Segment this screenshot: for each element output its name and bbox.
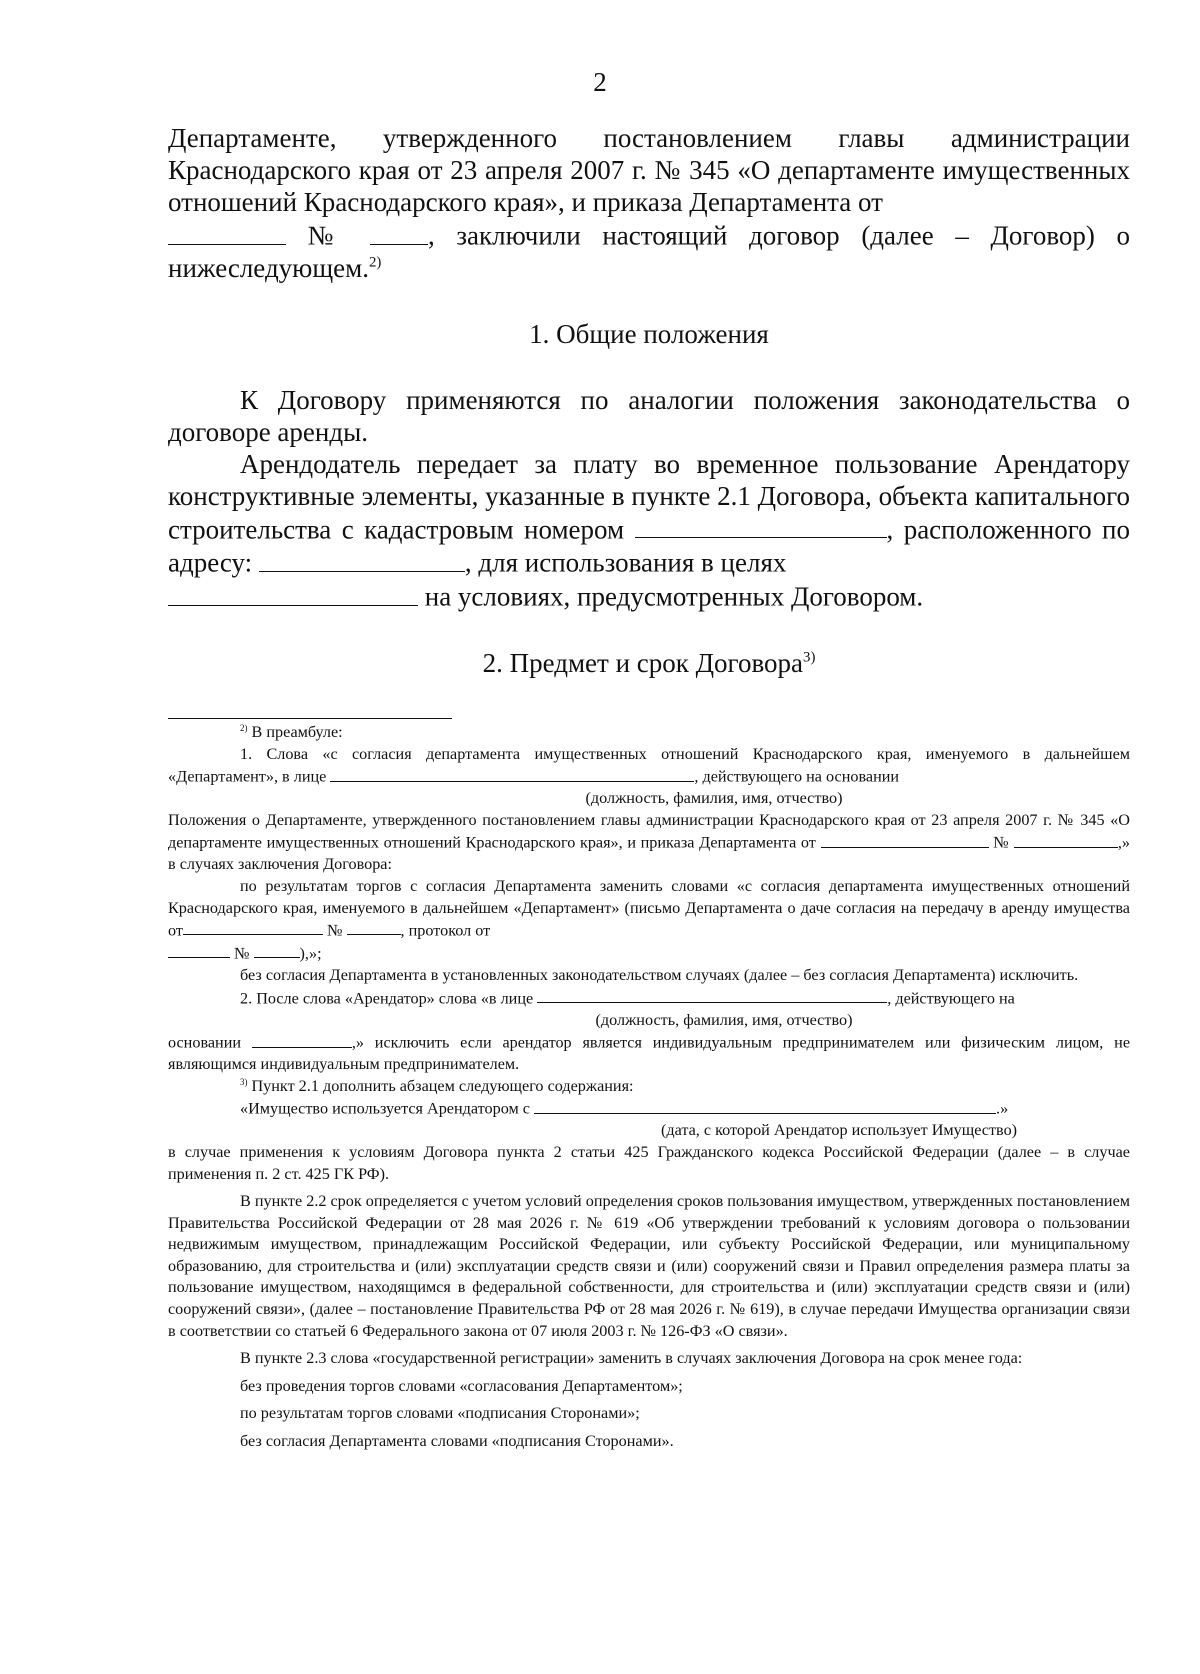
intro-text-2: , заключили настоящий договор (далее – Договор) о нижеследующем. [168, 220, 1131, 283]
blank-tenant-basis [252, 1031, 352, 1047]
blank-letter-number [347, 919, 401, 935]
main-text [168, 122, 1130, 679]
blank-address [259, 545, 465, 572]
section-1-paragraph-1: К Договору применяются по аналогии положения законодательства о договоре аренды. [168, 384, 1130, 447]
blank-representative [330, 765, 694, 781]
auction-text-2: , протокол от [400, 921, 491, 940]
auction-text: по результатам торгов с согласия Департамента заменить словами «с согласия департамента имущественных отношений Краснодарского края, именуемого в дальнейшем «Департамент» (письмо Департамента о даче согласия на передачу в аренду имущества от [168, 876, 1130, 940]
auction-text-3: ),»; [299, 944, 322, 963]
footnote-clause-2-3-option-2: по результатам торгов словами «подписания Сторонами»; [240, 1404, 640, 1423]
footnote-no-consent: без согласия Департамента в установленных законодательством случаях (далее – без согласия Департамента) исключить. [240, 966, 1079, 985]
footnote-2-mark: 2) [240, 722, 248, 733]
page-number: 2 [593, 67, 607, 97]
footnote-item-2 [168, 987, 1130, 1010]
item-1-text-4: ,» в случаях заключения Договора: [168, 833, 1131, 874]
footnote-usage-continued: в случае применения к условиям Договора пункта 2 статьи 425 Гражданского кодекса Российской Федерации (далее – в случае применения п. 2 ст. 425 ГК РФ). [168, 1142, 1130, 1183]
blank-cadastral-number [635, 512, 887, 539]
section-2-title [168, 647, 1130, 679]
blank-purpose [168, 579, 418, 606]
footnote-3-title [168, 1076, 1130, 1098]
number-sign-letter: № [327, 921, 343, 940]
blank-order-number [370, 218, 428, 245]
footnote-auction [168, 876, 1130, 965]
footnotes [168, 722, 1130, 1453]
lease-text-1: Арендодатель передает за плату во временное пользование Арендатору конструктивные элементы, указанные в пункте 2.1 Договора, объекта капитального строительства с кадастровым номером [168, 448, 1130, 545]
footnote-3-mark: 3) [240, 1076, 248, 1087]
item-2-text-3: основании [168, 1033, 242, 1052]
blank-order-date [168, 218, 286, 245]
footnote-item-2-continued [168, 1031, 1130, 1076]
footnote-item-1 [168, 744, 1130, 789]
lease-text-4: на условиях, предусмотренных Договором. [424, 581, 924, 612]
footnote-2-title-text: В преамбуле: [251, 723, 343, 741]
footnote-usage [168, 1097, 1130, 1120]
blank-tenant-representative [537, 987, 887, 1003]
item-2-text-4: ,» исключить если арендатор является индивидуальным предпринимателем или физическим лицом, не являющимся индивидуальным предпринимателем. [168, 1033, 1130, 1074]
footnote-mark-3: 3) [803, 649, 816, 666]
blank-usage-date [534, 1097, 996, 1113]
footnote-3-text: Пункт 2.1 дополнить абзацем следующего содержания: [251, 1076, 634, 1095]
lease-text-2: , расположенного по адресу: [168, 514, 1131, 578]
footnote-clause-2-3: В пункте 2.3 слова «государственной регистрации» заменить в случаях заключения Договора на срок менее года: [240, 1349, 1023, 1368]
number-sign-protocol: № [234, 944, 250, 963]
blank-letter-date [183, 919, 323, 935]
item-2-text-2: , действующего на [887, 989, 1015, 1007]
blank-protocol-date [168, 942, 230, 958]
section-1-title: 1. Общие положения [529, 318, 769, 349]
footnote-clause-2-3-option-1: без проведения торгов словами «согласования Департаментом»; [240, 1376, 683, 1395]
lease-text-3: , для использования в целях [464, 547, 787, 578]
footnote-clause-2-3-option-3: без согласия Департамента словами «подписания Сторонами». [240, 1432, 674, 1451]
caption-date: (дата, с которой Арендатор использует Имущество) [660, 1121, 1018, 1140]
usage-text: «Имущество используется Арендатором с [240, 1099, 530, 1118]
caption-person-2: (должность, фамилия, имя, отчество) [595, 1010, 853, 1029]
section-1-paragraph-2 [168, 448, 1130, 613]
item-1-text-2: , действующего на основании [694, 767, 900, 786]
blank-protocol-number [254, 942, 300, 958]
section-2-title-text: 2. Предмет и срок Договора [482, 647, 804, 678]
footnote-2-title [168, 722, 1130, 744]
number-sign: № [307, 220, 349, 251]
item-1-text: 1. Слова «с согласия департамента имущественных отношений Краснодарского края, именуемого в дальнейшем «Департамент», в лице [168, 744, 1130, 786]
item-1-text-3: Положения о Департаменте, утвержденного постановлением главы администрации Краснодарского края от 23 апреля 2007 г. № 345 «О департаменте имущественных отношений Краснодарского края», и приказа Департамента от [168, 810, 1130, 852]
number-sign-fn: № [993, 833, 1010, 852]
blank-order-number-fn [1014, 831, 1118, 847]
intro-paragraph [168, 122, 1130, 284]
footnote-mark-2: 2) [368, 254, 382, 271]
footnote-item-1-continued [168, 810, 1130, 876]
footnote-separator [168, 718, 452, 719]
item-2-text: 2. После слова «Арендатор» слова «в лице [240, 989, 534, 1007]
footnote-clause-2-2: В пункте 2.2 срок определяется с учетом условий определения сроков пользования имуществом, утвержденных постановлением Правительства Российской Федерации от 28 мая 2026 г. № 619 «Об утверждении требований к условиям договора о пользовании недвижимым имуществом, принадлежащим Российской Федерации, или субъекту Российской Федерации, или муниципальному образованию, для строительства и (или) эксплуатации средств связи и (или) сооружений связи и Правил определения размера платы за пользование имуществом, находящимся в федеральной собственности, для строительства и (или) эксплуатации средств связи и (или) сооружений связи», (далее – постановление Правительства РФ от 28 мая 2026 г. № 619), в случае передачи Имущества организации связи в соответствии со статьей 6 Федерального закона от 07 июля 2003 г. № 126-ФЗ «О связи». [168, 1192, 1131, 1340]
intro-text: Департаменте, утвержденного постановлением главы администрации Краснодарского края от 23 апреля 2007 г. № 345 «О департаменте имущественных отношений Краснодарского края», и приказа Департамента от [168, 123, 1130, 217]
blank-order-date-fn [821, 831, 989, 847]
usage-text-2: .» [996, 1099, 1009, 1118]
caption-person: (должность, фамилия, имя, отчество) [585, 789, 843, 808]
